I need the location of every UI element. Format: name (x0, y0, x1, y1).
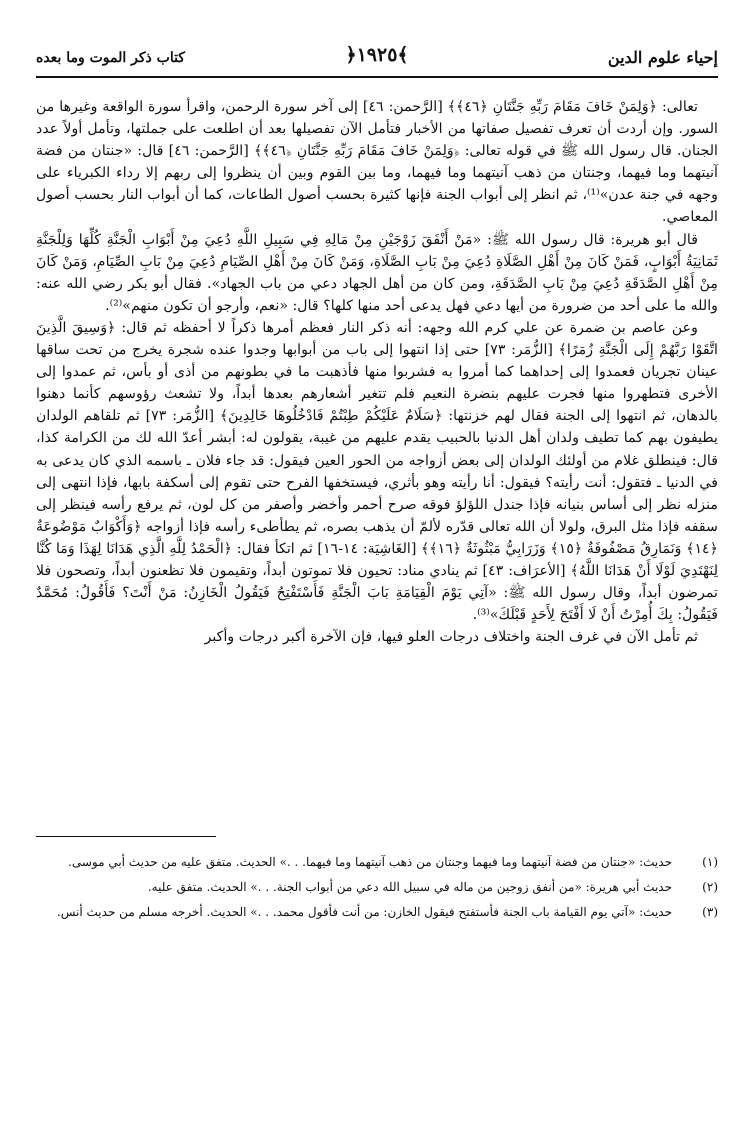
paragraph-4: ثم تأمل الآن في غرف الجنة واختلاف درجات العلو فيها، فإن الآخرة أكبر درجات وأكبر (204, 629, 698, 646)
book-title: إحياء علوم الدين (607, 48, 718, 67)
footnote-number: (١) (702, 855, 718, 869)
footnote-text: حديث: «جنتان من فضة آنيتهما وما فيهما وجنتان من ذهب آنيتهما وما فيهما. . .» الحديث. متفق عليه من حديث أبي موسى. (68, 855, 672, 869)
footnote-text: حديث: «آتي يوم القيامة باب الجنة فأستفتح فيقول الخازن: من أنت فأقول محمد. . .» الحديث. أخرجه مسلم من حديث أنس. (56, 905, 672, 919)
paragraph-3: وعن عاصم بن ضمرة عن علي كرم الله وجهه: أنه ذكر النار فعظم أمرها ذكراً لا أحفظه ثم قال: ﴿وَسِيقَ الَّذِينَ اتَّقَوْا رَبَّهُمْ إِلَى الْجَنَّةِ زُمَرًا﴾ [الزُّمَر: ٧٣] حتى إذا انتهوا إلى باب من أبوابها وجدوا عنده شجرة يخرج من تحت ساقها عينان تجريان فعمدوا إلى إحداهما كما أمروا به فشربوا منها فأذهبت ما في بطونهم من أذى أو بأس، ثم عمدوا إلى الأخرى فتطهروا منها فجرت عليهم بنضرة النعيم فلم تتغير أشعارهم بعدها أبداً، ولا تشعث رؤوسهم كأنما دهنوا بالدهان، ثم انتهوا إلى الجنة فقال لهم خزنتها: ﴿سَلَامٌ عَلَيْكُمْ طِبْتُمْ فَادْخُلُوهَا خَالِدِينَ﴾ [الزُّمَر: ٧٣] ثم تلقاهم الولدان يطيفون بهم كما تطيف ولدان أهل الدنيا بالحبيب يقدم عليهم من غيبة، يقولون له: أبشر أعدّ الله لك من الكرامة كذا، قال: فينطلق غلام من أولئك الولدان إلى بعض أزواجه من الحور العين فيقول: قد جاء فلان ـ باسمه الذي كان يدعى به في الدنيا ـ فتقول: أنت رأيته؟ فيقول: أنا رأيته وهو بأثري، فيستخفها الفرح حتى تقوم إلى أسكفة بابها، فإذا انتهى إلى منزله نظر إلى أساس بنيانه فإذا جندل اللؤلؤ فوقه صرح أحمر وأخضر وأصفر من كل لون، ثم يرفع رأسه فينظر إلى سقفه فإذا مثل البرق، ولولا أن الله تعالى قدّره لألمّ أن يذهب بصره، ثم يطأطىء رأسه فإذا أزواجه ﴿وَأَكْوَابٌ مَوْضُوعَةٌ ﴿١٤﴾ وَنَمَارِقُ مَصْفُوفَةٌ ﴿١٥﴾ وَزَرَابِيُّ مَبْثُوثَةٌ ﴿١٦﴾﴾ [الغَاشِيَة: ١٤-١٦] ثم اتكأ فقال: ﴿الْحَمْدُ لِلَّهِ الَّذِي هَدَانَا لِهَذَا وَمَا كُنَّا لِنَهْتَدِيَ لَوْلَا أَنْ هَدَانَا اللَّهُ﴾ [الأعرَاف: ٤٣] ثم ينادي مناد: تحيون فلا تموتون أبداً، وتقيمون فلا تظعنون أبداً، وتصحون فلا تمرضون أبداً، وقال رسول الله ﷺ: «آتِي يَوْمَ الْقِيَامَةِ بَابَ الْجَنَّةِ فَأَسْتَفْتِحُ فَيَقُولُ الْخَازِنُ: مَنْ أَنْتَ؟ فَأَقُولُ: مُحَمَّدٌ فَيَقُولُ: بِكَ أُمِرْتُ أَنْ لَا أَفْتَحَ لِأَحَدٍ قَبْلَكَ»⁽³⁾. (36, 319, 719, 624)
chapter-title: كتاب ذكر الموت وما بعده (36, 50, 185, 66)
footnote (36, 902, 718, 922)
footnote-number: (٣) (702, 905, 718, 919)
footnote-divider (36, 836, 216, 837)
footnotes (36, 852, 718, 927)
page-number: ﴿١٩٢٥﴾ (345, 44, 409, 66)
main-text (36, 96, 718, 648)
page-header (36, 44, 718, 78)
footnote (36, 877, 718, 897)
paragraph-1: تعالى: ﴿وَلِمَنْ خَافَ مَقَامَ رَبِّهِ جَنَّتَانِ ﴿٤٦﴾﴾ [الرَّحمن: ٤٦] إلى آخر سورة الرحمن، واقرأ سورة الواقعة وغيرها من السور. وإن أردت أن تعرف تفصيل صفاتها من الأخبار فتأمل الآن تفصيلها بعد أن اطلعت على جملتها، وتأمل أولاً عدد الجنان. قال رسول الله ﷺ في قوله تعالى: ﴿وَلِمَنْ خَافَ مَقَامَ رَبِّهِ جَنَّتَانِ ﴿٤٦﴾﴾ [الرَّحمن: ٤٦] قال: «جنتان من فضة آنيتهما وما فيهما، وجنتان من ذهب آنيتهما وما فيهما، وما بين القوم وبين أن ينظروا إلى ربهم إلا رداء الكبرياء على وجهه في جنة عدن»⁽¹⁾، ثم انظر إلى أبواب الجنة فإنها كثيرة بحسب أصول الطاعات، كما أن أبواب النار بحسب أصول المعاصي. (36, 99, 718, 226)
footnote-text: حديث أبي هريرة: «من أنفق زوجين من ماله في سبيل الله دعي من أبواب الجنة. . .» الحديث. متفق عليه. (147, 880, 672, 894)
paragraph-2: قال أبو هريرة: قال رسول الله ﷺ: «مَنْ أَنْفَقَ زَوْجَيْنِ مِنْ مَالِهِ فِي سَبِيلِ اللَّهِ دُعِيَ مِنْ أَبْوَابِ الْجَنَّةِ كُلِّهَا وَلِلْجَنَّةِ ثَمَانِيَةُ أَبْوَابٍ، فَمَنْ كَانَ مِنْ أَهْلِ الصَّلَاةِ دُعِيَ مِنْ بَابِ الصَّلَاةِ، وَمَنْ كَانَ مِنْ أَهْلِ الصِّيَامِ دُعِيَ مِنْ بَابِ الصِّيَامِ، وَمَنْ كَانَ مِنْ أَهْلِ الصَّدَقَةِ دُعِيَ مِنْ بَابِ الصَّدَقَةِ، ومن كان من أهل الجهاد دعي من باب الجهاد». فقال أبو بكر رضي الله عنه: والله ما على أحد من ضرورة من أيها دعي فهل يدعى أحد منها كلها؟ قال: «نعم، وأرجو أن تكون منهم»⁽²⁾. (36, 231, 718, 314)
footnote-number: (٢) (702, 880, 718, 894)
footnote (36, 852, 718, 872)
